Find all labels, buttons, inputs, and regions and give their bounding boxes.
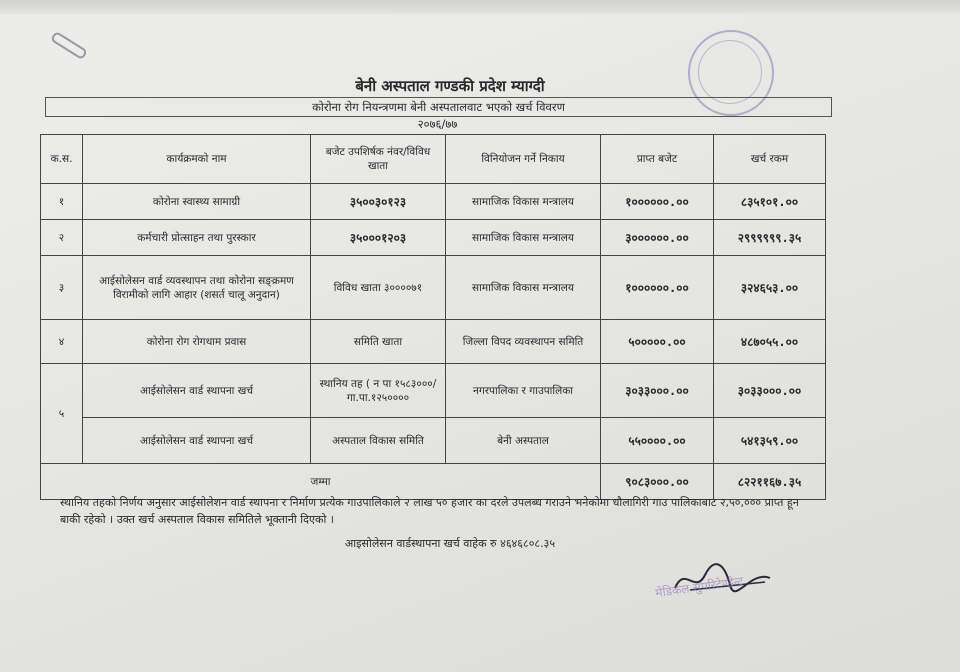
row-name: कोरोना स्वास्थ्य सामाग्री (83, 184, 311, 220)
table-row (41, 364, 826, 418)
document-title: बेनी अस्पताल गण्डकी प्रदेश म्याग्दी (355, 77, 545, 95)
row-sn: ४ (41, 320, 83, 364)
row-sn: १ (41, 184, 83, 220)
header-agency: विनियोजन गर्ने निकाय (446, 135, 601, 184)
row-expense: ५४१३५९.०० (714, 418, 826, 464)
summary-note: आइसोलेसन वार्डस्थापना खर्च वाहेक रु ४६४६८०८.३५ (344, 537, 556, 550)
row-agency: सामाजिक विकास मन्त्रालय (446, 184, 601, 220)
table-row (41, 418, 826, 464)
row-agency: बेनी अस्पताल (446, 418, 601, 464)
paperclip-icon (50, 31, 88, 60)
row-name: आईसोलेसन वार्ड व्यवस्थापन तथा कोरोना सङ्क्रमण विरामीको लागि आहार (शसर्त चालू अनुदान) (83, 256, 311, 320)
row-agency: नगरपालिका र गाउपालिका (446, 364, 601, 418)
row-name: आईसोलेसन वार्ड स्थापना खर्च (83, 418, 311, 464)
table-row (41, 256, 826, 320)
row-code: समिति खाता (311, 320, 446, 364)
header-budget-code: बजेट उपशिर्षक नंवर/विविध खाता (311, 135, 446, 184)
row-name: आईसोलेसन वार्ड स्थापना खर्च (83, 364, 311, 418)
row-budget: १००००००.०० (601, 256, 714, 320)
total-expense: ८२२११६७.३५ (714, 464, 826, 500)
row-budget: ५०००००.०० (601, 320, 714, 364)
document-subtitle: कोरोना रोग नियन्त्रणमा बेनी अस्पतालवाट भएको खर्च विवरण (45, 97, 832, 117)
row-agency: सामाजिक विकास मन्त्रालय (446, 220, 601, 256)
total-budget: ९०८३०००.०० (601, 464, 714, 500)
row-expense: ३०३३०००.०० (714, 364, 826, 418)
row-code: स्थानिय तह ( न पा १५८३०००/ गा.पा.१२५०००० (311, 364, 446, 418)
table-row (41, 184, 826, 220)
header-program-name: कार्यक्रमको नाम (83, 135, 311, 184)
table-header-row (41, 135, 826, 184)
row-sn: २ (41, 220, 83, 256)
row-budget: ३००००००.०० (601, 220, 714, 256)
row-expense: ४८७०५५.०० (714, 320, 826, 364)
row-agency: जिल्ला विपद व्यवस्थापन समिति (446, 320, 601, 364)
officer-stamp: मेडिकल सुपरिटेण्डेन्ट (654, 573, 745, 601)
row-name: कोरोना रोग रोगथाम प्रवास (83, 320, 311, 364)
row-expense: २९९९९९९.३५ (714, 220, 826, 256)
total-label: जम्मा (41, 464, 601, 500)
row-expense: ३२४६५३.०० (714, 256, 826, 320)
row-budget: १००००००.०० (601, 184, 714, 220)
footnote: स्थानिय तहको निर्णय अनुसार आईसोलेशन वार्ड स्थापना र निर्माण प्रत्येक गाउपालिकाले २ लाख ५० हजार का दरले उपलब्ध गराउने भनेकोमा धौलागिरी गाउ पालिकाबाट २,५०,००० प्राप्त हून बाकी रहेको । उक्त खर्च अस्पताल विकास समितिले भूक्तानी दिएको । (60, 496, 799, 526)
header-sn: क.स. (41, 135, 83, 184)
row-code: विविध खाता ३००००७१ (311, 256, 446, 320)
table-row (41, 220, 826, 256)
paper-fold (0, 0, 960, 14)
row-code: अस्पताल विकास समिति (311, 418, 446, 464)
row-expense: ८३५१०१.०० (714, 184, 826, 220)
expense-table (40, 134, 826, 500)
header-received-budget: प्राप्त बजेट (601, 135, 714, 184)
row-code: ३५००३०१२३ (311, 184, 446, 220)
row-budget: ५५००००.०० (601, 418, 714, 464)
row-agency: सामाजिक विकास मन्त्रालय (446, 256, 601, 320)
table-row (41, 320, 826, 364)
row-sn: ५ (41, 364, 83, 464)
fiscal-year: २०७६/७७ (417, 117, 458, 131)
row-code: ३५०००१२०३ (311, 220, 446, 256)
header-expense-amount: खर्च रकम (714, 135, 826, 184)
row-name: कर्मचारी प्रोत्साहन तथा पुरस्कार (83, 220, 311, 256)
row-budget: ३०३३०००.०० (601, 364, 714, 418)
row-sn: ३ (41, 256, 83, 320)
